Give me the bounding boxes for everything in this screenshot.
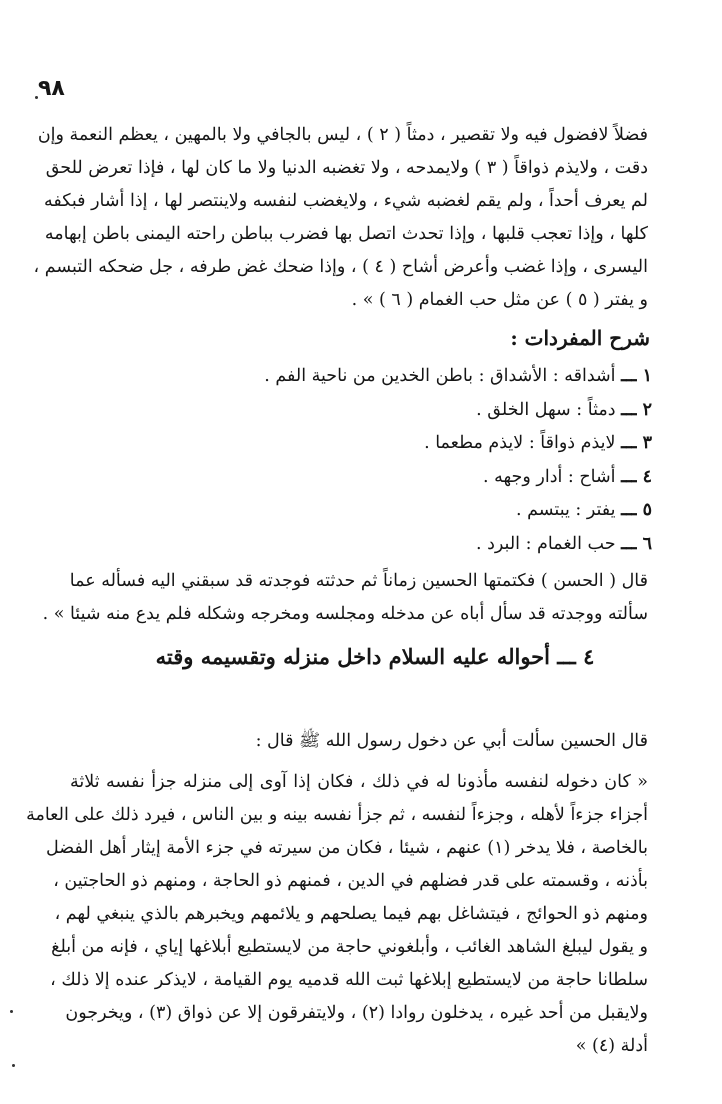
page-number: ٩٨	[38, 76, 65, 101]
item-number: ٦ ـــ	[621, 533, 652, 554]
item-text: دمثاً : سهل الخلق .	[476, 399, 616, 420]
text-line: اليسرى ، وإذا غضب وأعرض أشاح ( ٤ ) ، وإذا ضحك غض طرفه ، جل ضحكه التبسم ،	[33, 257, 648, 277]
text-line: « كان دخوله لنفسه مأذونا له في ذلك ، فكان إذا آوى إلى منزله جزأ نفسه ثلاثة	[70, 772, 648, 792]
vocabulary-item	[140, 427, 652, 461]
vocabulary-item	[140, 528, 652, 562]
text-line: دقت ، ولايذم ذواقاً ( ٣ ) ولايمدحه ، ولا تغضبه الدنيا ولا ما كان لها ، فإذا تعرض للحق	[45, 158, 648, 178]
vocabulary-heading: شرح المفردات :	[510, 326, 650, 350]
text-line: ولايقبل من أحد غيره ، يدخلون روادا (٢) ، ولايتفرقون إلا عن ذواق (٣) ، ويخرجون	[65, 1003, 648, 1023]
text-line: فضلاً لافضول فيه ولا تقصير ، دمثاً ( ٢ ) ، ليس بالجافي ولا بالمهين ، يعظم النعمة وإن	[37, 125, 648, 145]
paragraph-household	[26, 766, 648, 1063]
text-line: لم يعرف أحداً ، ولم يقم لغضبه شيء ، ولايغضب لنفسه ولاينتصر لها ، إذا أشار فبكفه	[43, 191, 648, 211]
text-line: بأذنه ، وقسمته على قدر فضلهم في الدين ، فمنهم ذو الحاجة ، ومنهم ذو الحاجتين ،	[53, 871, 648, 891]
text-line: أدلة (٤) »	[575, 1036, 648, 1056]
text-line: سألته ووجدته قد سأل أباه عن مدخله ومجلسه ومخرجه وشكله فلم يدع منه شيئا » .	[42, 604, 648, 624]
text-line: ومنهم ذو الحوائج ، فيتشاغل بهم فيما يصلحهم و يلائمهم ويخبرهم بالذي ينبغي لهم ،	[54, 904, 648, 924]
vocabulary-item	[140, 394, 652, 428]
paragraph-hasan-quote	[42, 565, 648, 631]
text-line: أجزاء جزءاً لأهله ، وجزءاً لنفسه ، ثم جزأ نفسه بينه و بين الناس ، فيرد ذلك على العامة	[26, 805, 648, 825]
vocabulary-item	[140, 461, 652, 495]
section-title: ٤ ـــ أحواله عليه السلام داخل منزله وتقسيمه وقته	[155, 644, 595, 669]
scan-speck	[12, 1064, 15, 1067]
scan-speck	[35, 96, 38, 99]
vocabulary-list	[140, 360, 652, 561]
vocabulary-item	[140, 360, 652, 394]
intro-line	[70, 725, 648, 758]
vocabulary-item	[140, 494, 652, 528]
item-text: حب الغمام : البرد .	[475, 533, 616, 554]
paragraph-description	[33, 119, 648, 317]
text-line: بالخاصة ، فلا يدخر (١) عنهم ، شيئا ، فكان من سيرته في جزء الأمة إيثار أهل الفضل	[46, 838, 648, 858]
item-text: يفتر : يبتسم .	[516, 500, 616, 520]
item-number: ٤ ـــ	[621, 466, 652, 487]
text-line: و يقول ليبلغ الشاهد الغائب ، وأبلغوني حاجة من لايستطيع أبلاغها إياي ، فإنه من أبلغ	[51, 937, 648, 957]
text-line: و يفتر ( ٥ ) عن مثل حب الغمام ( ٦ ) » .	[351, 290, 648, 310]
item-number: ٢ ـــ	[621, 399, 652, 420]
item-text: أشاح : أدار وجهه .	[482, 466, 616, 487]
text-line: قال الحسين سألت أبي عن دخول رسول الله ﷺ قال :	[255, 731, 648, 751]
item-number: ١ ـــ	[621, 366, 652, 386]
item-text: أشداقه : الأشداق : باطن الخدين من ناحية الفم .	[264, 366, 616, 386]
text-line: كلها ، وإذا تعجب قلبها ، وإذا تحدث اتصل بها فضرب بباطن راحته اليمنى باطن إبهامه	[44, 224, 648, 244]
item-number: ٥ ـــ	[621, 500, 652, 520]
text-line: قال ( الحسن ) فكتمتها الحسين زماناً ثم حدثته فوجدته قد سبقني اليه فسأله عما	[69, 571, 648, 591]
text-line: سلطانا حاجة من لايستطيع إبلاغها ثبت الله قدميه يوم القيامة ، لايذكر عنده إلا ذلك ،	[50, 970, 648, 990]
item-text: لايذم ذواقاً : لايذم مطعما .	[424, 433, 616, 453]
item-number: ٣ ـــ	[621, 433, 652, 453]
scan-speck	[10, 1010, 13, 1013]
